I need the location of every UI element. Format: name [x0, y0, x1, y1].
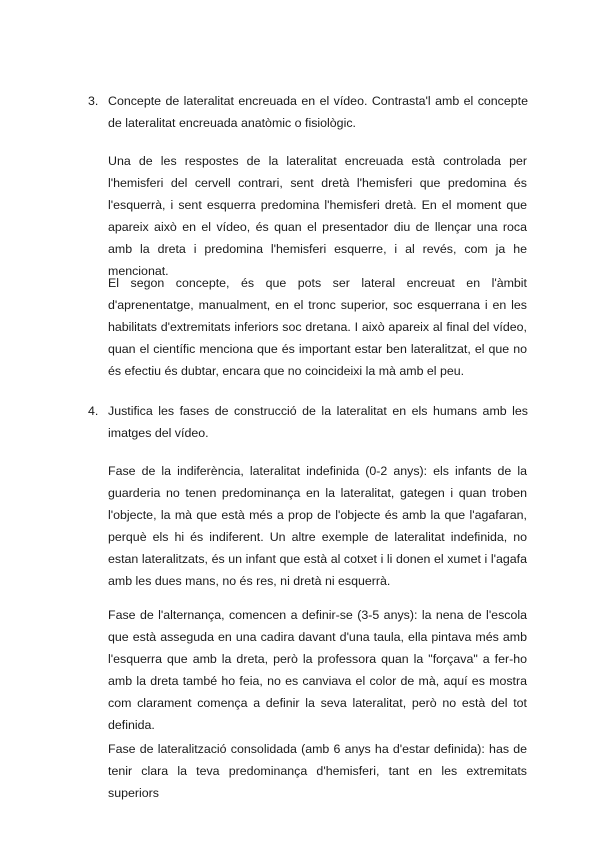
answer-paragraph: Fase de l'alternança, comencen a definir-se (3-5 anys): la nena de l'escola que està asseguda en una cadira davant d'una taula, ella pintava més amb l'esquerra que amb la dreta, però la professora quan la "forçava" a fer-ho amb la dreta també ho feia, no es canviava el color de mà, aquí es mostra com clarament comença a definir la seva lateralitat, però no està del tot definida.: [108, 608, 527, 732]
question-text: Concepte de lateralitat encreuada en el vídeo. Contrasta'l amb el concepte de lateralitat encreuada anatòmic o fisiològic.: [108, 94, 528, 130]
answer-paragraph: El segon concepte, és que pots ser lateral encreuat en l'àmbit d'aprenentatge, manualment, en el tronc superior, soc esquerrana i en les habilitats d'extremitats inferiors soc dretana. I això apareix al final del vídeo, quan el científic menciona que és important estar ben lateralitzat, el que no és efectiu és dubtar, encara que no coincideixi la mà amb el peu.: [108, 276, 527, 378]
question-number: 4.: [88, 404, 99, 418]
answer-paragraph: Fase de lateralització consolidada (amb 6 anys ha d'estar definida): has de tenir clara la teva predominança d'hemisferi, tant en les extremitats superiors: [108, 742, 527, 800]
answer-paragraph: Fase de la indiferència, lateralitat indefinida (0-2 anys): els infants de la guarderia no tenen predominança en la lateralitat, gategen i quan troben l'objecte, la mà que està més a prop de l'objecte és amb la que l'agafaran, perquè els hi és indiferent. Un altre exemple de lateralitat indefinida, no estan lateralitzats, és un infant que està al cotxet i li donen el xumet i l'agafa amb les dues mans, no és res, ni dretà ni esquerrà.: [108, 464, 527, 588]
answer-paragraph: Una de les respostes de la lateralitat encreuada està controlada per l'hemisferi del cervell contrari, sent dretà l'hemisferi que predomina és l'esquerrà, i sent esquerra predomina l'hemisferi dretà. En el moment que apareix això en el vídeo, és quan el presentador diu de llençar una roca amb la dreta i predomina l'hemisferi esquerre, i al revés, com ja he mencionat.: [108, 154, 527, 278]
question-number: 3.: [88, 94, 99, 108]
question-text: Justifica les fases de construcció de la lateralitat en els humans amb les imatges del vídeo.: [108, 404, 528, 440]
